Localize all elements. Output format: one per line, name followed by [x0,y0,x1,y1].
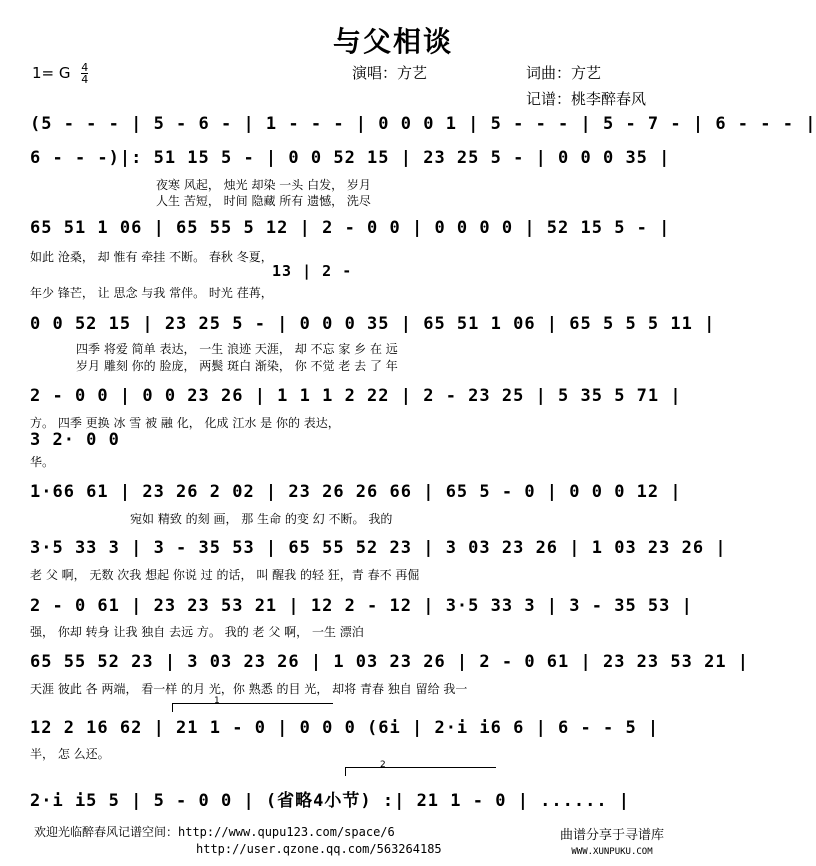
score-line-10-lyrics-1: 半， 怎 么还。 [30,747,110,761]
song-title: 与父相谈 [333,25,454,58]
footer-link-2[interactable]: http://user.qzone.qq.com/563264185 [196,842,442,856]
time-signature: $\frac{4}{4}$ [81,61,89,86]
singer-credit: 演唱：方艺 [352,64,428,82]
footer-link-1[interactable]: 欢迎光临醉春风记谱空间：http://www.qupu123.com/space/6 [34,825,395,839]
composer-credit: 词曲：方艺 [526,64,602,82]
key-signature [32,62,88,85]
score-line-10-notes: 12 2 16 62 | 21 1 - 0 | 0 0 0 (6i | 2·i i6 6 | 6 - - 5 | [30,718,660,738]
score-line-8-lyrics-1: 强， 你却 转身 让我 独自 去远 方。 我的 老 父 啊， 一生 漂泊 [30,625,364,639]
score-line-3-alt-ending: 13 | 2 - [272,262,353,280]
score-line-4-notes: 0 0 52 15 | 23 25 5 - | 0 0 0 35 | 65 51 1 06 | 65 5 5 5 11 | [30,314,716,334]
score-line-3-lyrics-2: 年少 锋芒， 让 思念 与我 常伴。 时光 荏苒， [30,286,273,300]
score-line-2-lyrics-1: 夜寒 风起， 烛光 却染 一头 白发， 岁月 [156,178,371,192]
key-label: 1= G [32,64,71,82]
score-line-2-lyrics-2: 人生 苦短， 时间 隐藏 所有 遗憾， 洗尽 [156,194,371,208]
badge-site: WWW.XUNPUKU.COM [571,847,653,857]
score-line-2-notes: 6 - - -)|: 51 15 5 - | 0 0 52 15 | 23 25 5 - | 0 0 0 35 | [30,148,671,168]
score-line-9-lyrics-1: 天涯 彼此 各 两端， 看一样 的月 光，你 熟悉 的目 光， 却将 青春 独自 留给 我一 [30,682,468,696]
score-line-6-lyrics-1: 宛如 精致 的刻 画， 那 生命 的变 幻 不断。 我的 [130,512,393,526]
score-line-3-lyrics-1: 如此 沧桑， 却 惟有 牵挂 不断。 春秋 冬夏， [30,250,273,264]
score-line-1-notes: (5 - - - | 5 - 6 - | 1 - - - | 0 0 0 1 | 5 - - - | 5 - 7 - | 6 - - - | [30,114,816,134]
score-line-4-lyrics-2: 岁月 雕刻 你的 脸庞， 两鬓 斑白 渐染， 你 不觉 老 去 了 年 [76,359,398,373]
second-ending-number: 2 [380,760,386,770]
score-line-5-lyrics-1: 方。 四季 更换 冰 雪 被 融 化， 化成 江水 是 你的 表达， [30,416,340,430]
score-line-4-lyrics-1: 四季 将爱 简单 表达， 一生 浪迹 天涯， 却 不忘 家 乡 在 远 [76,342,398,356]
first-ending-number: 1 [214,696,220,706]
score-line-6-notes: 1·66 61 | 23 26 2 02 | 23 26 26 66 | 65 5 - 0 | 0 0 0 12 | [30,482,682,502]
site-badge [532,824,692,862]
score-line-3-notes: 65 51 1 06 | 65 55 5 12 | 2 - 0 0 | 0 0 0 0 | 52 15 5 - | [30,218,671,238]
second-ending-bracket [345,767,496,776]
score-line-5-alt-ending: 3 2· 0 0 [30,430,120,450]
first-ending-bracket [172,703,333,712]
score-line-7-notes: 3·5 33 3 | 3 - 35 53 | 65 55 52 23 | 3 03 23 26 | 1 03 23 26 | [30,538,727,558]
transcriber-credit: 记谱：桃李醉春风 [526,90,647,108]
score-line-8-notes: 2 - 0 61 | 23 23 53 21 | 12 2 - 12 | 3·5 33 3 | 3 - 35 53 | [30,596,693,616]
score-line-7-lyrics-1: 老 父 啊， 无数 次我 想起 你说 过 的话， 叫 醒我 的轻 狂，青 春不 再倔 [30,568,420,582]
badge-text: 曲谱分享于寻谱库 [559,828,664,843]
score-line-9-notes: 65 55 52 23 | 3 03 23 26 | 1 03 23 26 | 2 - 0 61 | 23 23 53 21 | [30,652,750,672]
score-line-5-lyrics-2: 华。 [30,455,55,469]
score-line-5-notes: 2 - 0 0 | 0 0 23 26 | 1 1 1 2 22 | 2 - 23 25 | 5 35 5 71 | [30,386,682,406]
score-line-11-notes: 2·i i5 5 | 5 - 0 0 | (省略4小节) :| 21 1 - 0 | ...... | [30,791,631,811]
